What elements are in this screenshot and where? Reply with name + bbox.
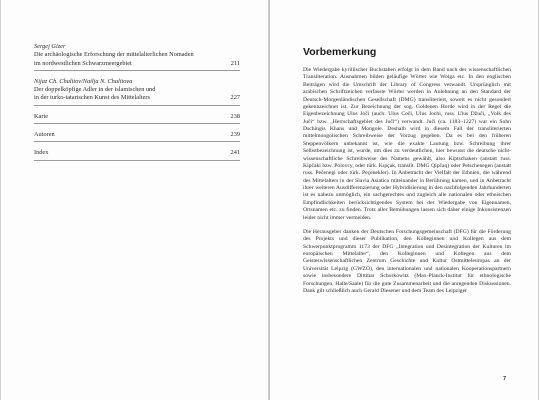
toc-entry (34, 131, 240, 142)
toc-page-number: 227 (230, 94, 240, 102)
paragraph: Die Wiedergabe kyrillischer Buchstaben erfolgt in dem Band nach der wissenschaftlichen Transliteration. Ausnahmen bilden geläufige Wörter wie Wolga etc. In den englischen Beiträgen wird die Umschrift der Library of Congress verwandt. Ursprünglich mit arabischen Schriftzeichen verfasste Wörter werden in Anlehnung an den Standard der Deutsch-Morgenländischen Gesellschaft (DMG) transliteriert, soweit es nicht gesondert gekennzeichnet ist. Zur Bezeichnung der sog. Goldenen Horde wird in der Regel die Eigenbezeichnung Ulus Joči (auch: Ulus Coči, Ulus Jochi, russ. Ulus Džuči, „Volk des Juči“ bzw. „Herrschaftsgebiet des Juči“) verwandt. Juči (ca. 1183–1227) war ein Sohn Dschingis Khans und Mongole. Deshalb wird in diesem Fall der transliterierten mittelmongolischen Schreibweise der Vorzug gegeben. Da es bei den früheren Steppenvölkern unbekannt ist, wie die exakte Lautung bzw. Schreibung ihrer Selbstbezeichnung ist, wurde, um dies zu verdeutlichen, hier bewusst die deutsche nicht-wissenschaftliche Schreibweise des Namens gewählt, also Kiptschaken (anstatt russ. Kipčaki bzw. Polovcy, oder türk. Kıpçak, translit. DMG Qipčaq) oder Petschenegen (anstatt russ. Pečenegi oder türk. Peçenekler). In Anbetracht der Vielfalt der Ethnien, die während des Mittelalters in der Slavia Asiatica miteinander in Berührung kamen, und in Anbetracht ihrer weiteren Ausdifferenzierung oder Hybridisierung in den nachfolgenden Jahrhunderten ist es nahezu unmöglich, ein sachgerechtes und zugleich alle nationalen oder ethnischen Empfindlichkeiten berücksichtigendes System bei der Wiedergabe von Eigennamen, Ortsnamen etc. zu finden. Trotz aller Bemühungen lassen sich daher einige Inkonsistenzen leider nicht immer vermeiden. (303, 67, 511, 221)
toc-divider (34, 70, 240, 71)
toc-divider (34, 141, 240, 142)
toc-title: Karte (34, 112, 48, 120)
toc-title: Die archäologische Erforschung der mittelalterlichen Nomaden (34, 51, 194, 59)
toc-page-number: 211 (230, 59, 240, 67)
toc-author: Sergej Gizer (34, 43, 66, 50)
toc-divider (34, 160, 240, 161)
toc-entry (34, 78, 240, 106)
toc-title: im nordwestlichen Schwarzmeergebiet (34, 59, 132, 67)
section-heading: Vorbemerkung (303, 46, 377, 58)
page-number: 7 (503, 376, 507, 382)
toc-author: Nijaz Ch. Chalitov/Nailja N. Chalitova (34, 77, 133, 85)
preface-body (303, 67, 511, 295)
page-edge (0, 0, 1, 400)
toc-line (34, 94, 240, 102)
toc-line (34, 113, 240, 121)
toc-line (34, 60, 240, 68)
toc-entry (34, 43, 240, 71)
toc-line (34, 131, 240, 139)
toc-page-number: 239 (230, 131, 240, 139)
toc-divider (34, 123, 240, 124)
toc-divider (34, 105, 240, 106)
toc-title: Index (34, 149, 49, 157)
toc-page-number: 238 (230, 112, 240, 120)
toc-entry (34, 113, 240, 124)
toc-entry (34, 149, 240, 160)
toc-title: Der doppelköpfige Adler in der islamischen und (34, 86, 156, 94)
paragraph: Die Herausgeber danken der Deutschen Forschungsgemeinschaft (DFG) für die Förderung des Projekts und dieser Publikation, den Kolleginnen und Kollegen aus dem Schwerpunktprogramm 1173 der DFG „Integration und Desintegration der Kulturen im europäischen Mittelalter“, den Kolleginnen und Kollegen aus dem Geisteswissenschaftlichen Zentrum Geschichte und Kultur Ostmitteleuropas an der Universität Leipzig (GWZO), den internationalen und nationalen Kooperationspartnern sowie insbesondere Dittmar Schorkowitz (Max-Planck-Institut für ethnologische Forschungen, Halle/Saale) für die gute Zusammenarbeit und die anregenden Diskussionen. Dank gilt schließlich auch Gerald Diesener und dem Team des Leipziger (303, 228, 511, 294)
toc-page-number: 241 (230, 149, 240, 157)
left-page (0, 0, 269, 400)
toc-line (34, 149, 240, 157)
table-of-contents (34, 43, 240, 168)
toc-line (34, 86, 240, 94)
toc-title: Autoren (34, 131, 55, 139)
toc-line (34, 51, 240, 59)
toc-title: in der turko-tatarischen Kunst des Mittelalters (34, 94, 150, 102)
